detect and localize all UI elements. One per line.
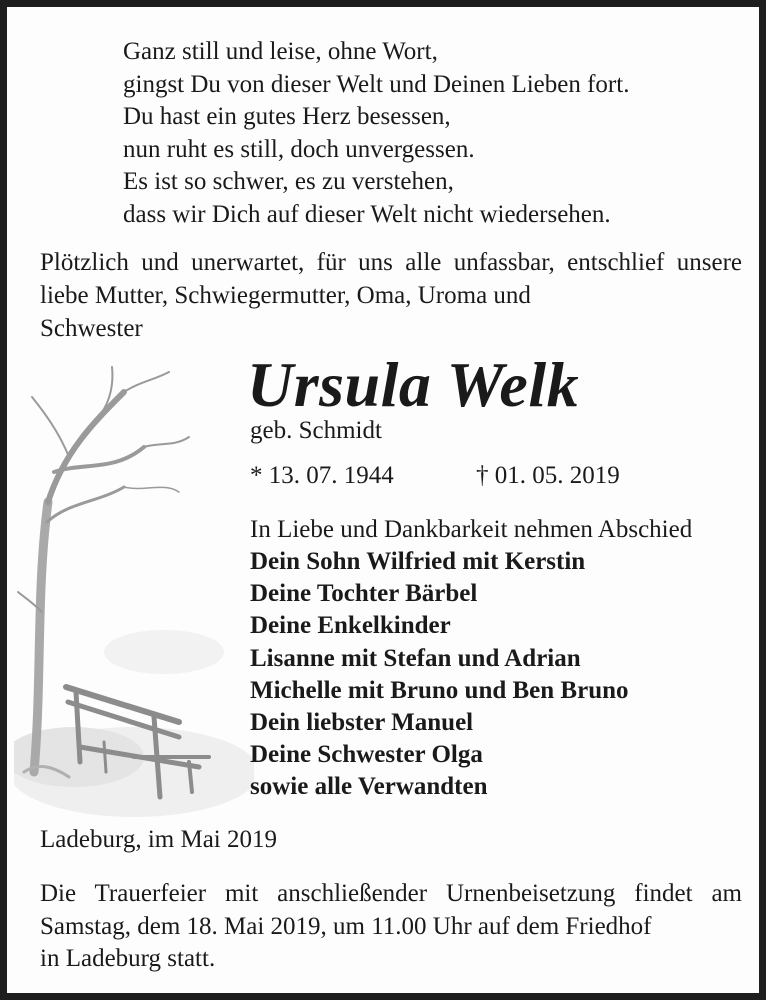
tree-bench-illustration bbox=[14, 352, 254, 822]
funeral-notice bbox=[40, 878, 742, 976]
mourner-line: Lisanne mit Stefan und Adrian bbox=[250, 644, 581, 672]
mourner-line: Michelle mit Bruno und Ben Bruno bbox=[250, 676, 629, 704]
intro-line: Schwester bbox=[40, 315, 143, 342]
mourner-line: Deine Schwester Olga bbox=[250, 741, 483, 769]
intro-line: unsere liebe Mutter, Schwiegermutter, Oma, Uroma und bbox=[40, 249, 743, 309]
death-date: † 01. 05. 2019 bbox=[476, 462, 620, 489]
poem-line: Ganz still und leise, ohne Wort, bbox=[123, 38, 438, 65]
mourner-line: Deine Tochter Bärbel bbox=[250, 580, 478, 608]
mourners-list bbox=[250, 546, 629, 804]
deceased-name: Ursula Welk bbox=[247, 349, 580, 420]
mourner-line: Deine Enkelkinder bbox=[250, 612, 451, 640]
mourner-line: Dein liebster Manuel bbox=[250, 709, 474, 737]
poem-line: nun ruht es still, doch unvergessen. bbox=[123, 135, 475, 163]
place-date: Ladeburg, im Mai 2019 bbox=[40, 826, 277, 853]
poem-line: Du hast ein gutes Herz besessen, bbox=[123, 103, 451, 130]
poem-line: gingst Du von dieser Welt und Deinen Lieben fort. bbox=[123, 70, 630, 98]
poem-line: dass wir Dich auf dieser Welt nicht wiedersehen. bbox=[123, 200, 611, 228]
funeral-line: Samstag, dem 18. Mai 2019, um 11.00 Uhr auf dem Friedhof bbox=[40, 912, 652, 940]
poem bbox=[123, 36, 743, 231]
mourner-line: sowie alle Verwandten bbox=[250, 773, 488, 801]
farewell-line: In Liebe und Dankbarkeit nehmen Abschied bbox=[250, 516, 693, 543]
poem-line: Es ist so schwer, es zu verstehen, bbox=[123, 168, 454, 195]
intro-line: Plötzlich und unerwartet, für uns alle unfassbar, entschlief bbox=[40, 249, 665, 276]
intro-text bbox=[40, 246, 742, 345]
mourner-line: Dein Sohn Wilfried mit Kerstin bbox=[250, 548, 586, 575]
birth-date: * 13. 07. 1944 bbox=[250, 462, 394, 489]
funeral-line: in Ladeburg statt. bbox=[40, 945, 216, 972]
maiden-name: geb. Schmidt bbox=[250, 417, 382, 444]
funeral-line: Die Trauerfeier mit anschließender Urnenbeisetzung findet am bbox=[40, 880, 742, 907]
